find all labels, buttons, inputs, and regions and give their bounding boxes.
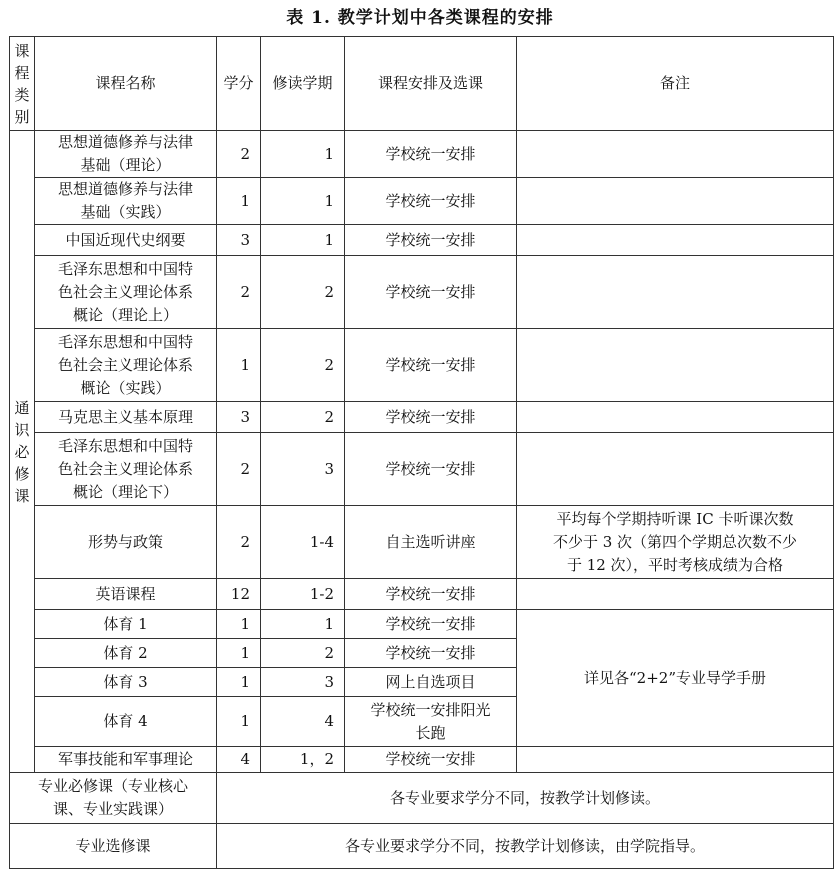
course-arrangement: 学校统一安排 bbox=[345, 433, 517, 506]
course-semester: 3 bbox=[261, 668, 345, 697]
course-name: 马克思主义基本原理 bbox=[35, 402, 217, 433]
course-semester: 2 bbox=[261, 402, 345, 433]
table-row bbox=[10, 178, 834, 225]
course-name: 毛泽东思想和中国特 色社会主义理论体系 概论（理论上） bbox=[35, 256, 217, 329]
course-note bbox=[517, 747, 834, 773]
course-credits: 1 bbox=[217, 639, 261, 668]
course-credits: 1 bbox=[217, 668, 261, 697]
course-credits: 1 bbox=[217, 178, 261, 225]
course-name: 英语课程 bbox=[35, 579, 217, 610]
course-semester: 1-4 bbox=[261, 506, 345, 579]
course-arrangement: 学校统一安排 bbox=[345, 225, 517, 256]
course-credits: 4 bbox=[217, 747, 261, 773]
course-note bbox=[517, 225, 834, 256]
category-major-required: 专业必修课（专业核心 课、专业实践课） bbox=[10, 773, 217, 824]
course-name: 中国近现代史纲要 bbox=[35, 225, 217, 256]
header-category: 课 程 类 别 bbox=[10, 37, 35, 131]
table-row bbox=[10, 329, 834, 402]
course-arrangement: 学校统一安排 bbox=[345, 639, 517, 668]
course-semester: 1 bbox=[261, 131, 345, 178]
course-semester: 1，2 bbox=[261, 747, 345, 773]
course-semester: 4 bbox=[261, 697, 345, 747]
course-name: 毛泽东思想和中国特 色社会主义理论体系 概论（理论下） bbox=[35, 433, 217, 506]
course-name: 思想道德修养与法律 基础（理论） bbox=[35, 131, 217, 178]
course-name: 体育 3 bbox=[35, 668, 217, 697]
course-name: 毛泽东思想和中国特 色社会主义理论体系 概论（实践） bbox=[35, 329, 217, 402]
header-note: 备注 bbox=[517, 37, 834, 131]
course-semester: 2 bbox=[261, 639, 345, 668]
course-credits: 2 bbox=[217, 433, 261, 506]
course-credits: 3 bbox=[217, 402, 261, 433]
course-semester: 1 bbox=[261, 610, 345, 639]
course-arrangement: 学校统一安排 bbox=[345, 402, 517, 433]
course-note bbox=[517, 178, 834, 225]
course-note bbox=[517, 131, 834, 178]
course-arrangement: 网上自选项目 bbox=[345, 668, 517, 697]
course-note bbox=[517, 256, 834, 329]
major-elective-row bbox=[10, 824, 834, 869]
course-credits: 1 bbox=[217, 329, 261, 402]
course-credits: 1 bbox=[217, 697, 261, 747]
course-semester: 1 bbox=[261, 178, 345, 225]
course-name: 思想道德修养与法律 基础（实践） bbox=[35, 178, 217, 225]
header-semester: 修读学期 bbox=[261, 37, 345, 131]
course-name: 体育 1 bbox=[35, 610, 217, 639]
course-semester: 2 bbox=[261, 329, 345, 402]
table-row bbox=[10, 225, 834, 256]
major-required-row bbox=[10, 773, 834, 824]
table-row bbox=[10, 747, 834, 773]
course-arrangement: 学校统一安排 bbox=[345, 178, 517, 225]
course-note bbox=[517, 329, 834, 402]
course-credits: 2 bbox=[217, 256, 261, 329]
course-arrangement: 学校统一安排阳光 长跑 bbox=[345, 697, 517, 747]
major-required-note: 各专业要求学分不同，按教学计划修读。 bbox=[217, 773, 834, 824]
course-note bbox=[517, 433, 834, 506]
course-semester: 3 bbox=[261, 433, 345, 506]
course-credits: 2 bbox=[217, 131, 261, 178]
category-major-elective: 专业选修课 bbox=[10, 824, 217, 869]
course-semester: 2 bbox=[261, 256, 345, 329]
table-row bbox=[10, 610, 834, 639]
course-arrangement: 学校统一安排 bbox=[345, 329, 517, 402]
header-credits: 学分 bbox=[217, 37, 261, 131]
course-arrangement: 学校统一安排 bbox=[345, 256, 517, 329]
course-semester: 1-2 bbox=[261, 579, 345, 610]
header-arrangement: 课程安排及选课 bbox=[345, 37, 517, 131]
course-arrangement: 学校统一安排 bbox=[345, 579, 517, 610]
course-credits: 2 bbox=[217, 506, 261, 579]
table-row bbox=[10, 402, 834, 433]
table-title: 表 1. 教学计划中各类课程的安排 bbox=[286, 8, 554, 28]
curriculum-table bbox=[9, 36, 834, 869]
course-note bbox=[517, 579, 834, 610]
course-note: 平均每个学期持听课 IC 卡听课次数 不少于 3 次（第四个学期总次数不少 于 12 次），平时考核成绩为合格 bbox=[517, 506, 834, 579]
course-name: 军事技能和军事理论 bbox=[35, 747, 217, 773]
table-row bbox=[10, 579, 834, 610]
course-arrangement: 学校统一安排 bbox=[345, 131, 517, 178]
course-note bbox=[517, 402, 834, 433]
pe-note: 详见各“2+2”专业导学手册 bbox=[517, 610, 834, 747]
course-credits: 1 bbox=[217, 610, 261, 639]
course-name: 形势与政策 bbox=[35, 506, 217, 579]
course-name: 体育 2 bbox=[35, 639, 217, 668]
table-row bbox=[10, 256, 834, 329]
course-arrangement: 学校统一安排 bbox=[345, 747, 517, 773]
course-arrangement: 学校统一安排 bbox=[345, 610, 517, 639]
category-general-required: 通 识 必 修 课 bbox=[10, 131, 35, 773]
course-credits: 3 bbox=[217, 225, 261, 256]
table-row bbox=[10, 131, 834, 178]
table-row bbox=[10, 433, 834, 506]
major-elective-note: 各专业要求学分不同，按教学计划修读，由学院指导。 bbox=[217, 824, 834, 869]
course-arrangement: 自主选听讲座 bbox=[345, 506, 517, 579]
course-name: 体育 4 bbox=[35, 697, 217, 747]
header-row bbox=[10, 37, 834, 131]
table-row bbox=[10, 506, 834, 579]
course-semester: 1 bbox=[261, 225, 345, 256]
header-course-name: 课程名称 bbox=[35, 37, 217, 131]
course-credits: 12 bbox=[217, 579, 261, 610]
